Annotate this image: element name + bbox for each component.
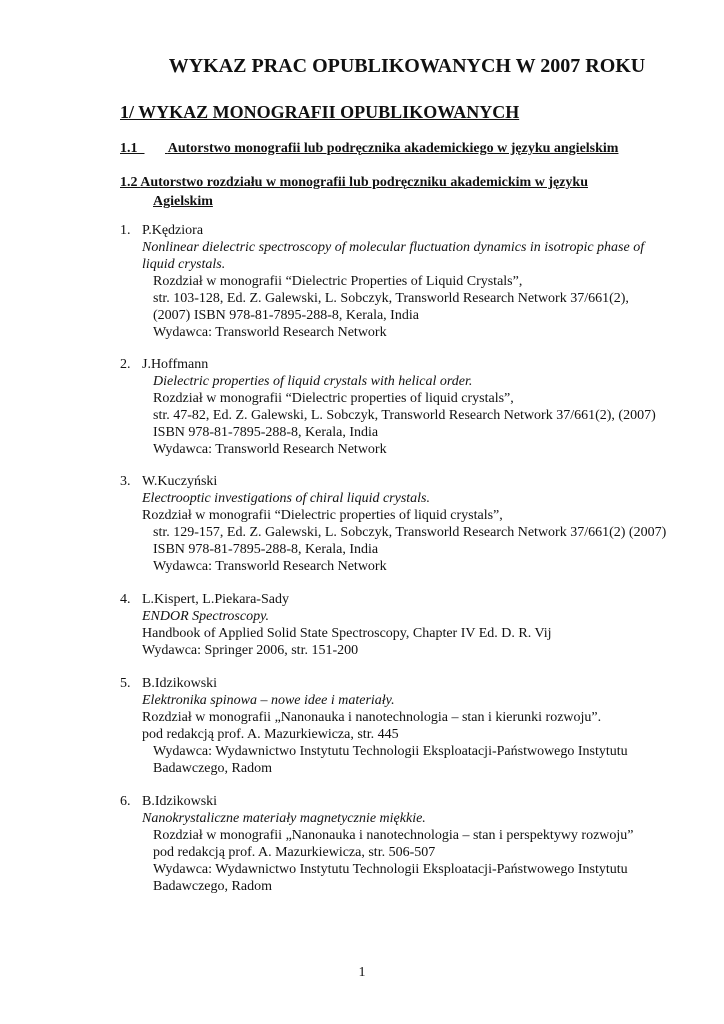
item-detail: (2007) ISBN 978-81-7895-288-8, Kerala, India <box>153 308 419 323</box>
subsection-title-continued: Agielskim <box>153 194 213 209</box>
item-number: 4. <box>120 592 131 607</box>
subsection-1-1 <box>120 139 618 158</box>
item-author: B.Idzikowski <box>142 676 218 691</box>
item-number: 1. <box>120 223 131 238</box>
item-detail: pod redakcją prof. A. Mazurkiewicza, str. 445 <box>142 727 399 742</box>
item-publisher: Wydawca: Wydawnictwo Instytutu Technologii Eksploatacji-Państwowego Instytutu <box>153 744 628 759</box>
item-detail: Rozdział w monografii “Dielectric properties of liquid crystals”, <box>142 508 503 523</box>
subsection-title: Autorstwo rozdziału w monografii lub podręczniku akademickim w języku <box>140 175 588 190</box>
item-detail: Rozdział w monografii “Dielectric properties of liquid crystals”, <box>153 391 514 406</box>
item-number: 2. <box>120 357 131 372</box>
item-detail: Rozdział w monografii „Nanonauka i nanotechnologia – stan i kierunki rozwoju”. <box>142 710 602 725</box>
item-author: J.Hoffmann <box>142 357 209 372</box>
item-publisher: Wydawca: Transworld Research Network <box>153 442 387 457</box>
item-detail: str. 47-82, Ed. Z. Galewski, L. Sobczyk, Transworld Research Network 37/661(2), (2007) <box>153 408 656 423</box>
item-title: Dielectric properties of liquid crystals with helical order. <box>153 374 473 389</box>
item-detail: str. 129-157, Ed. Z. Galewski, L. Sobczyk, Transworld Research Network 37/661(2) (2007) <box>153 525 667 540</box>
item-publisher: Wydawca: Wydawnictwo Instytutu Technologii Eksploatacji-Państwowego Instytutu <box>153 862 628 877</box>
item-author: L.Kispert, L.Piekara-Sady <box>142 592 289 607</box>
subsection-title: Autorstwo monografii lub podręcznika akademickiego w języku angielskim <box>167 141 619 156</box>
item-number: 3. <box>120 474 131 489</box>
item-publisher: Wydawca: Transworld Research Network <box>153 325 387 340</box>
subsection-number: 1.2 <box>120 175 138 190</box>
item-title: Elektronika spinowa – nowe idee i materiały. <box>142 693 395 708</box>
subsection-number: 1.1 <box>120 141 138 156</box>
item-publisher: Wydawca: Transworld Research Network <box>153 559 387 574</box>
page-number: 1 <box>358 965 366 980</box>
item-title: Nonlinear dielectric spectroscopy of molecular fluctuation dynamics in isotropic phase of <box>142 240 645 255</box>
item-publisher-continued: Badawczego, Radom <box>153 879 272 894</box>
item-detail: ISBN 978-81-7895-288-8, Kerala, India <box>153 425 379 440</box>
item-detail: ISBN 978-81-7895-288-8, Kerala, India <box>153 542 379 557</box>
item-detail: pod redakcją prof. A. Mazurkiewicza, str. 506-507 <box>153 845 436 860</box>
page-title: WYKAZ PRAC OPUBLIKOWANYCH W 2007 ROKU <box>168 55 646 77</box>
item-title: Electrooptic investigations of chiral liquid crystals. <box>142 491 431 506</box>
item-author: B.Idzikowski <box>142 794 218 809</box>
section-heading: 1/ WYKAZ MONOGRAFII OPUBLIKOWANYCH <box>120 102 520 122</box>
item-detail: Rozdział w monografii „Nanonauka i nanotechnologia – stan i perspektywy rozwoju” <box>153 828 634 843</box>
item-title: ENDOR Spectroscopy. <box>142 609 270 624</box>
item-publisher: Wydawca: Springer 2006, str. 151-200 <box>142 643 359 658</box>
item-detail: Rozdział w monografii “Dielectric Properties of Liquid Crystals”, <box>153 274 523 289</box>
item-number: 6. <box>120 794 131 809</box>
item-title: Nanokrystaliczne materiały magnetycznie miękkie. <box>142 811 426 826</box>
item-publisher-continued: Badawczego, Radom <box>153 761 272 776</box>
item-author: W.Kuczyński <box>142 474 218 489</box>
item-number: 5. <box>120 676 131 691</box>
item-author: P.Kędziora <box>142 223 204 238</box>
item-title-continued: liquid crystals. <box>142 257 226 272</box>
subsection-1-2 <box>120 173 588 211</box>
item-detail: str. 103-128, Ed. Z. Galewski, L. Sobczyk, Transworld Research Network 37/661(2), <box>153 291 629 306</box>
item-detail: Handbook of Applied Solid State Spectroscopy, Chapter IV Ed. D. R. Vij <box>142 626 552 641</box>
